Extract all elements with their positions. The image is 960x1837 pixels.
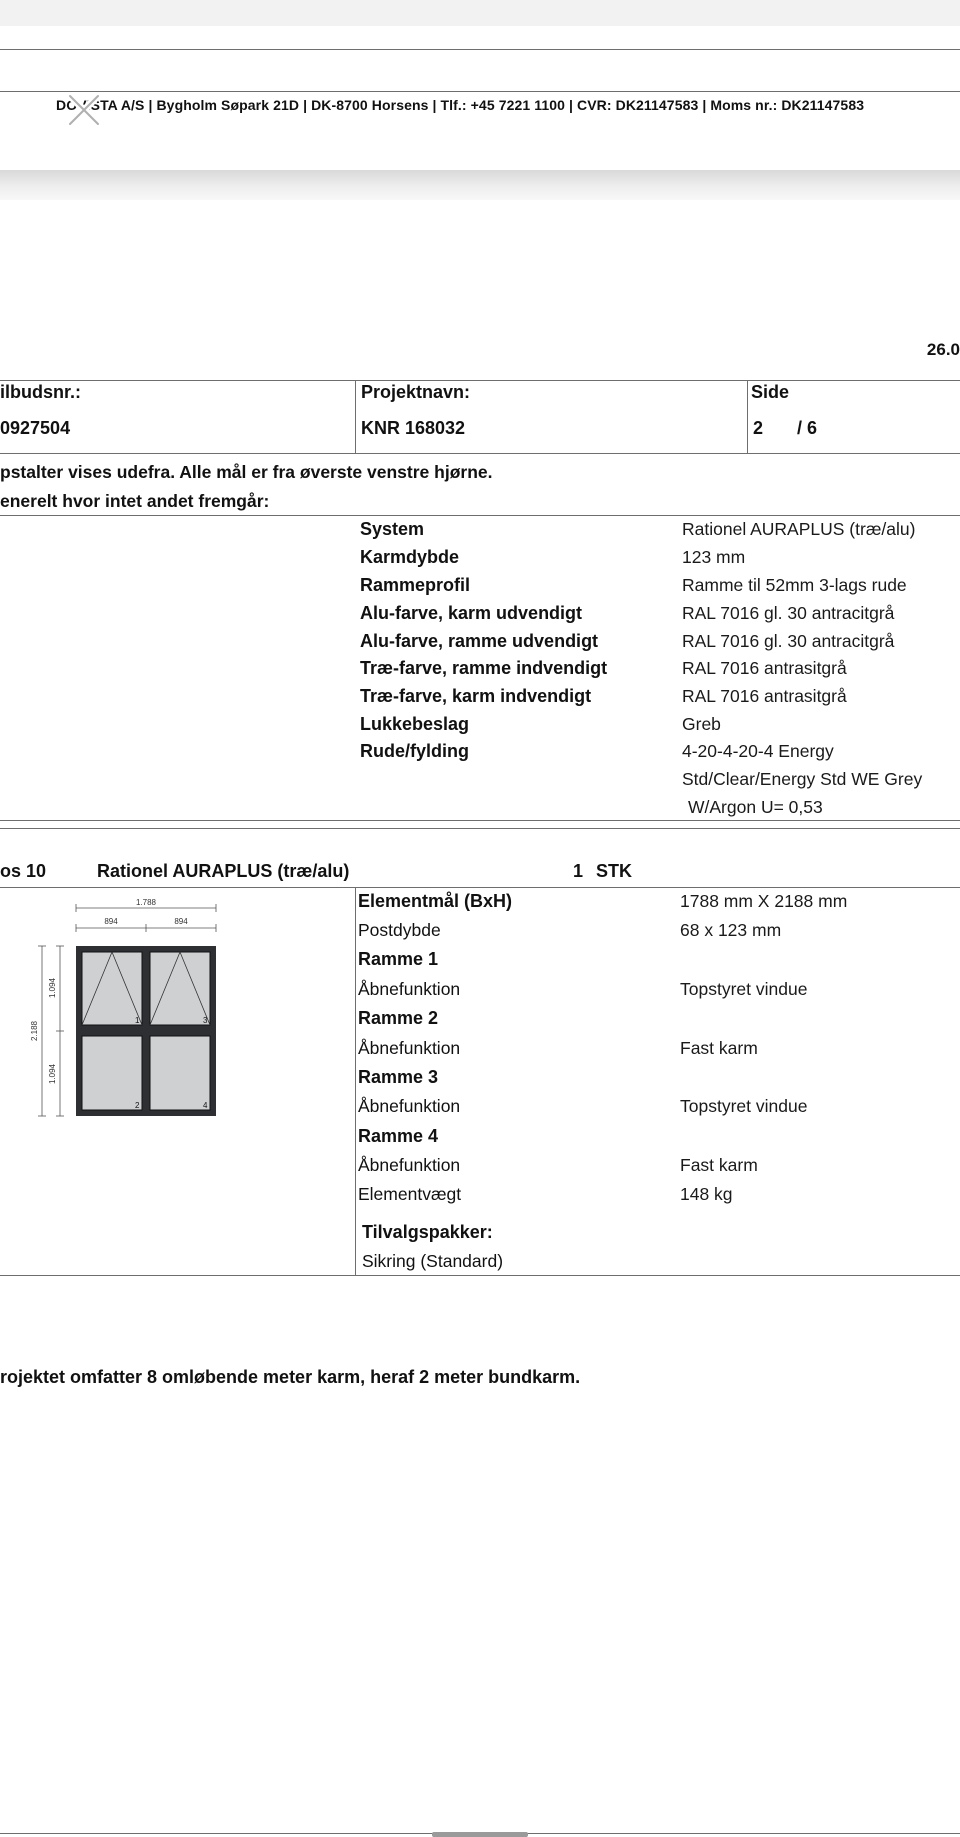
item-label: Elementmål (BxH) bbox=[358, 891, 513, 911]
item-label: Åbnefunktion bbox=[358, 1038, 461, 1058]
item-value: Topstyret vindue bbox=[680, 979, 808, 999]
offer-number: 0927504 bbox=[0, 418, 71, 438]
item-value: Fast karm bbox=[680, 1155, 758, 1175]
item-label: Åbnefunktion bbox=[358, 1096, 461, 1116]
document-date: 26.0 bbox=[926, 340, 960, 359]
note-line: enerelt hvor intet andet fremgår: bbox=[0, 491, 270, 511]
dimension-label: 1.094 bbox=[48, 977, 57, 999]
table-border bbox=[0, 380, 960, 381]
spec-label: Lukkebeslag bbox=[360, 714, 470, 734]
spec-value: 123 mm bbox=[682, 547, 746, 567]
spec-value: RAL 7016 antrasitgrå bbox=[682, 686, 847, 706]
spec-value: Std/Clear/Energy Std WE Grey bbox=[682, 769, 923, 789]
dimension-label: 894 bbox=[174, 917, 188, 926]
frame-number: 1 bbox=[135, 1016, 140, 1025]
quantity: 1 bbox=[573, 861, 584, 881]
spec-value: Rationel AURAPLUS (træ/alu) bbox=[682, 519, 916, 539]
offer-number-label: ilbudsnr.: bbox=[0, 382, 81, 402]
item-value: Fast karm bbox=[680, 1038, 758, 1058]
item-label: Åbnefunktion bbox=[358, 1155, 461, 1175]
frame-number: 3 bbox=[203, 1016, 208, 1025]
note-line: pstalter vises udefra. Alle mål er fra øverste venstre hjørne. bbox=[0, 462, 493, 482]
page-number: 2 bbox=[753, 418, 764, 438]
page-total: / 6 bbox=[797, 418, 818, 438]
window-drawing bbox=[20, 892, 240, 1127]
item-value: 68 x 123 mm bbox=[680, 920, 782, 940]
options-value: Sikring (Standard) bbox=[362, 1251, 504, 1271]
spec-value: W/Argon U= 0,53 bbox=[688, 797, 823, 817]
spec-value: RAL 7016 gl. 30 antracitgrå bbox=[682, 603, 895, 623]
top-bar bbox=[0, 0, 960, 26]
divider bbox=[0, 91, 960, 92]
item-label: Åbnefunktion bbox=[358, 979, 461, 999]
table-border bbox=[0, 1275, 960, 1276]
item-label: Postdybde bbox=[358, 920, 441, 940]
item-label: Ramme 2 bbox=[358, 1008, 439, 1028]
item-value: 1788 mm X 2188 mm bbox=[680, 891, 848, 911]
spec-value: RAL 7016 gl. 30 antracitgrå bbox=[682, 631, 895, 651]
scrollbar[interactable] bbox=[432, 1832, 528, 1837]
quantity-unit: STK bbox=[596, 861, 632, 881]
spec-label: Alu-farve, ramme udvendigt bbox=[360, 631, 599, 651]
spec-label: Træ-farve, karm indvendigt bbox=[360, 686, 592, 706]
table-border bbox=[355, 380, 356, 453]
item-label: Ramme 3 bbox=[358, 1067, 439, 1087]
table-border bbox=[0, 820, 960, 821]
project-summary: rojektet omfatter 8 omløbende meter karm, heraf 2 meter bundkarm. bbox=[0, 1367, 581, 1387]
project-name-label: Projektnavn: bbox=[361, 382, 471, 402]
item-value: Topstyret vindue bbox=[680, 1096, 808, 1116]
dimension-label: 2.188 bbox=[30, 1020, 39, 1042]
section-band bbox=[0, 170, 960, 200]
table-border bbox=[0, 453, 960, 454]
product-name: Rationel AURAPLUS (træ/alu) bbox=[97, 861, 350, 881]
company-info: DOVISTA A/S | Bygholm Søpark 21D | DK-8700 Horsens | Tlf.: +45 7221 1100 | CVR: DK21147583 | Moms nr.: DK21147583 bbox=[56, 97, 865, 113]
project-name: KNR 168032 bbox=[361, 418, 466, 438]
dimension-label: 1.094 bbox=[48, 1063, 57, 1085]
options-label: Tilvalgspakker: bbox=[362, 1222, 493, 1242]
table-border bbox=[0, 515, 960, 516]
spec-label: Alu-farve, karm udvendigt bbox=[360, 603, 583, 623]
item-value: 148 kg bbox=[680, 1184, 733, 1204]
frame-number: 4 bbox=[203, 1101, 208, 1110]
spec-value: RAL 7016 antrasitgrå bbox=[682, 658, 847, 678]
table-border bbox=[0, 828, 960, 829]
divider bbox=[0, 49, 960, 50]
page-label: Side bbox=[751, 382, 790, 402]
item-label: Elementvægt bbox=[358, 1184, 462, 1204]
item-label: Ramme 1 bbox=[358, 949, 439, 969]
spec-value: Greb bbox=[682, 714, 721, 734]
spec-value: 4-20-4-20-4 Energy bbox=[682, 741, 834, 761]
spec-label: Rammeprofil bbox=[360, 575, 471, 595]
spec-label: System bbox=[360, 519, 425, 539]
table-border bbox=[747, 380, 748, 453]
spec-label: Træ-farve, ramme indvendigt bbox=[360, 658, 608, 678]
spec-label: Karmdybde bbox=[360, 547, 460, 567]
frame-number: 2 bbox=[135, 1101, 140, 1110]
spec-value: Ramme til 52mm 3-lags rude bbox=[682, 575, 907, 595]
position-number: os 10 bbox=[0, 861, 47, 881]
table-border bbox=[355, 887, 356, 1275]
item-label: Ramme 4 bbox=[358, 1126, 439, 1146]
close-icon[interactable] bbox=[62, 88, 106, 132]
spec-label: Rude/fylding bbox=[360, 741, 469, 761]
dimension-label: 894 bbox=[104, 917, 118, 926]
dimension-label: 1.788 bbox=[135, 898, 157, 907]
table-border bbox=[0, 887, 960, 888]
